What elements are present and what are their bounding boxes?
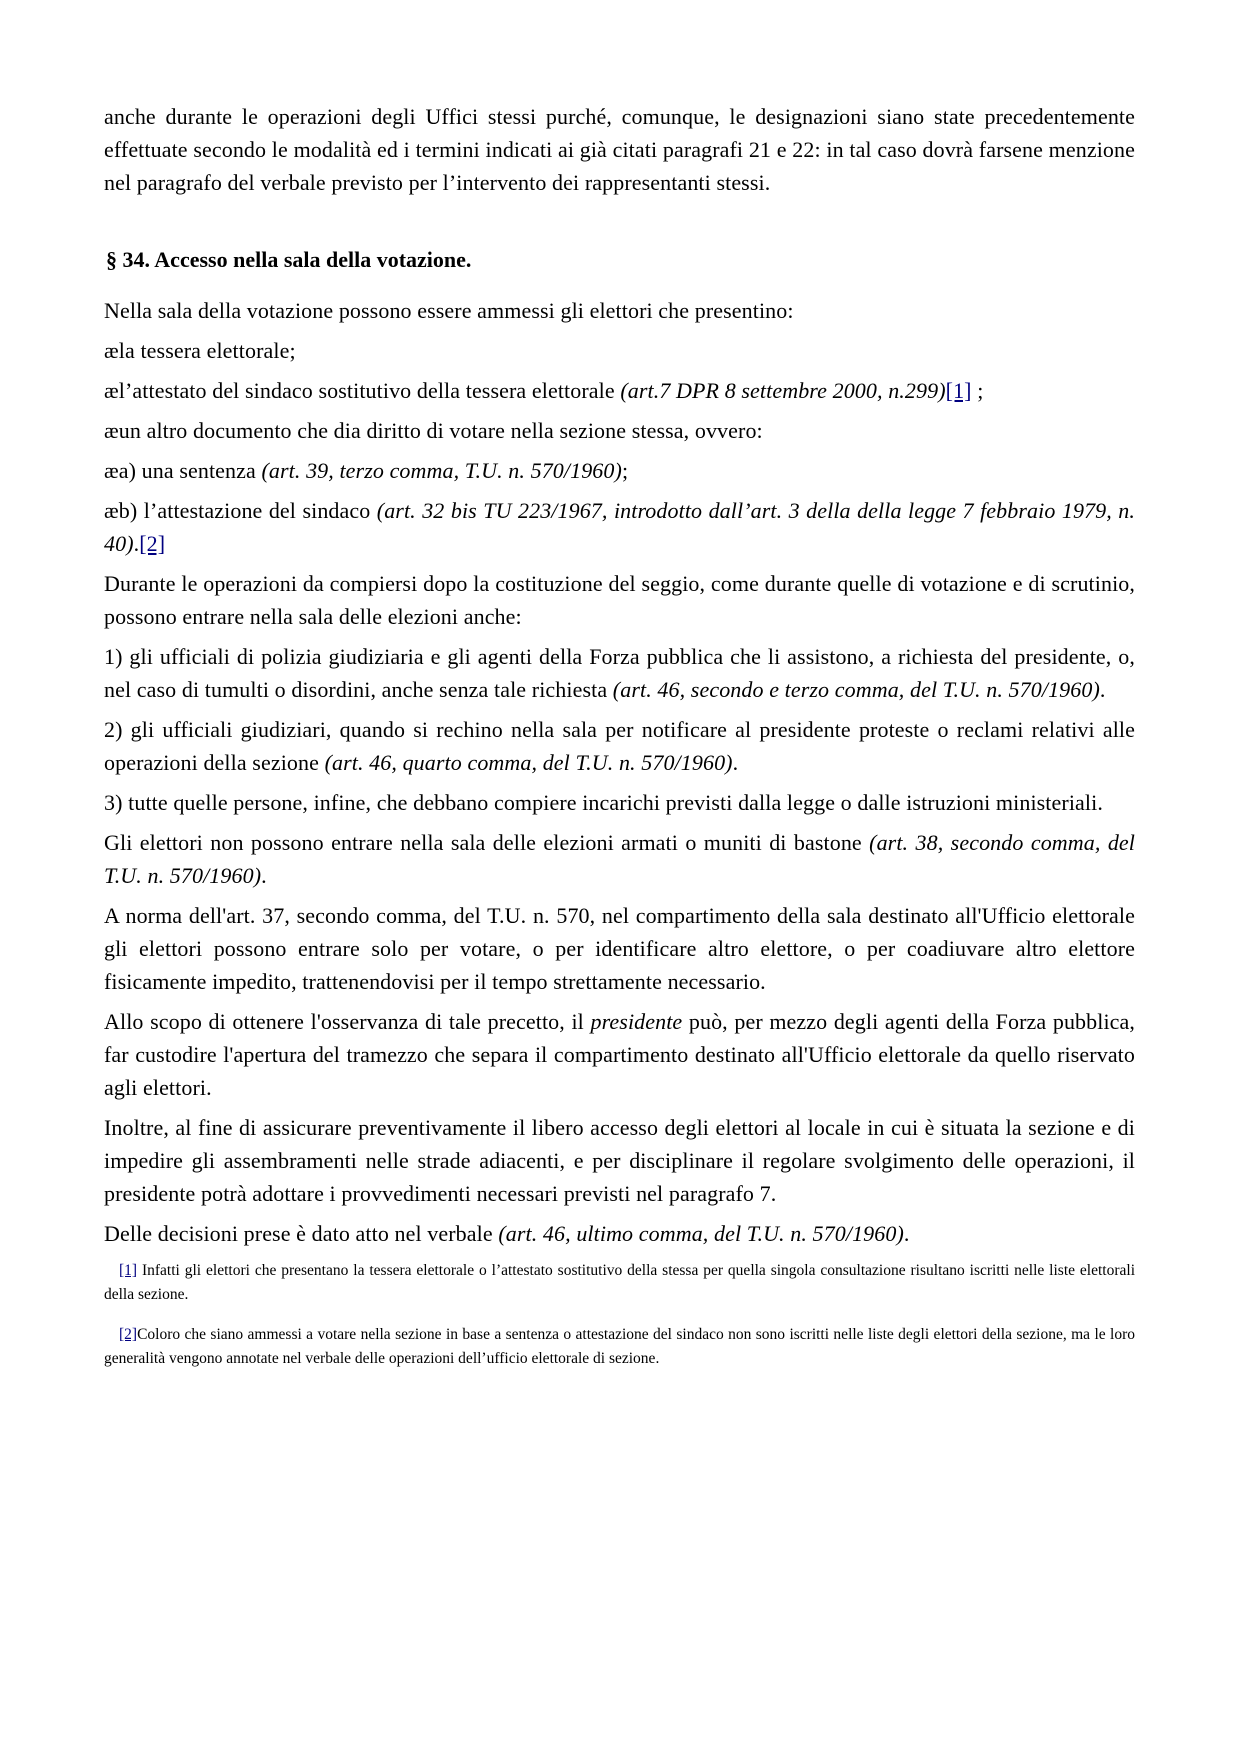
list-item-attestato-text: æl’attestato del sindaco sostitutivo della tessera elettorale [104,378,621,403]
paragraph-scopo-tail: può, per mezzo degli agenti della Forza pubblica, far custodire l'apertura del tramezzo che separa il compartimento destinato all'Ufficio elettorale da quello riservato agli elettori. [104,1009,1135,1100]
emphasis-presidente: presidente [590,1009,683,1034]
paragraph-decisioni-tail: . [903,1221,910,1246]
paragraph-num3: 3) tutte quelle persone, infine, che debbano compiere incarichi previsti dalla legge o dalle istruzioni ministeriali. [104,790,1103,815]
paragraph-armati-tail: . [261,863,267,888]
list-item-attestato-tail: ; [971,378,984,403]
paragraph-num2 [104,713,1135,779]
list-item-attestazione-tail: . [133,531,140,556]
footnote-ref-2-link[interactable]: [2] [139,531,166,556]
citation-art-38: (art. 38, secondo comma, del T.U. n. 570/1960) [104,830,1136,888]
paragraph-scopo-text: Allo scopo di ottenere l'osservanza di tale precetto, il [104,1009,591,1034]
list-item-tessera: æla tessera elettorale; [104,338,296,363]
paragraph-num2-tail: . [732,750,739,775]
citation-art-32-bis: (art. 32 bis TU 223/1967, introdotto dall’art. 3 della della legge 7 febbraio 1979, n. 40) [104,498,1135,556]
paragraph-inoltre: Inoltre, al fine di assicurare preventivamente il libero accesso degli elettori al locale in cui è situata la sezione e di impedire gli assembramenti nelle strade adiacenti, e per disciplinare il regolare svolgimento delle operazioni, il presidente potrà adottare i provvedimenti necessari previsti nel paragrafo 7. [104,1115,1135,1206]
document-content [104,100,1135,1387]
list-item-attestazione-sindaco [104,494,1135,560]
list-item-attestato [104,374,1135,407]
paragraph-intro: anche durante le operazioni degli Uffici stessi purché, comunque, le designazioni siano state precedentemente effettuate secondo le modalità ed i termini indicati ai già citati paragrafi 21 e 22: in tal caso dovrà farsene menzione nel paragrafo del verbale previsto per l’intervento dei rappresentanti stessi. [104,104,1135,195]
list-item-sentenza-text: æa) una sentenza [104,458,262,483]
list-item-sentenza-tail: ; [621,458,629,483]
footnote-1-backlink[interactable]: [1] [119,1262,138,1279]
footnote-2 [104,1323,1135,1371]
footnote-ref-1-link[interactable]: [1] [945,378,972,403]
list-item-sentenza [104,454,1135,487]
paragraph-decisioni-text: Delle decisioni prese è dato atto nel verbale [104,1221,499,1246]
paragraph-armati [104,826,1135,892]
paragraph-armati-text: Gli elettori non possono entrare nella sala delle elezioni armati o muniti di bastone [104,830,870,855]
citation-art-46-secondo: (art. 46, secondo e terzo comma, del T.U. n. 570/1960) [612,677,1100,702]
paragraph-scopo [104,1005,1135,1104]
paragraph-num2-text: 2) gli ufficiali giudiziari, quando si rechino nella sala per notificare al presidente proteste o reclami relativi alle operazioni della sezione [104,717,1135,775]
footnote-2-text: Coloro che siano ammessi a votare nella sezione in base a sentenza o attestazione del sindaco non sono iscritti nelle liste degli elettori della sezione, ma le loro generalità vengono annotate nel verbale delle operazioni dell’ufficio elettorale di sezione. [104,1326,1135,1367]
citation-art-46-ultimo: (art. 46, ultimo comma, del T.U. n. 570/1960) [498,1221,904,1246]
list-item-altro-documento: æun altro documento che dia diritto di votare nella sezione stessa, ovvero: [104,418,763,443]
paragraph-num1 [104,640,1135,706]
footnotes-section [104,1259,1135,1371]
paragraph-decisioni [104,1217,1135,1250]
citation-dpr-2000: (art.7 DPR 8 settembre 2000, n.299) [620,378,946,403]
paragraph-durante: Durante le operazioni da compiersi dopo la costituzione del seggio, come durante quelle di votazione e di scrutinio, possono entrare nella sala delle elezioni anche: [104,571,1135,629]
paragraph-norma: A norma dell'art. 37, secondo comma, del T.U. n. 570, nel compartimento della sala destinato all'Ufficio elettorale gli elettori possono entrare solo per votare, o per identificare altro elettore, o per coadiuvare altro elettore fisicamente impedito, trattenendovisi per il tempo strettamente necessario. [104,903,1135,994]
paragraph-lead: Nella sala della votazione possono essere ammessi gli elettori che presentino: [104,298,794,323]
paragraph-num1-text: 1) gli ufficiali di polizia giudiziaria e gli agenti della Forza pubblica che li assistono, a richiesta del presidente, o, nel caso di tumulti o disordini, anche senza tale richiesta [104,644,1135,702]
paragraph-num1-tail: . [1099,677,1106,702]
citation-art-39: (art. 39, terzo comma, T.U. n. 570/1960) [261,458,622,483]
citation-art-46-quarto: (art. 46, quarto comma, del T.U. n. 570/1960) [324,750,733,775]
footnote-2-backlink[interactable]: [2] [119,1326,138,1343]
section-heading: § 34. Accesso nella sala della votazione. [106,247,472,272]
footnote-1 [104,1259,1135,1307]
footnote-1-text: Infatti gli elettori che presentano la tessera elettorale o l’attestato sostitutivo della stessa per quella singola consultazione risultano iscritti nelle liste elettorali della sezione. [104,1262,1135,1303]
list-item-attestazione-text: æb) l’attestazione del sindaco [104,498,377,523]
